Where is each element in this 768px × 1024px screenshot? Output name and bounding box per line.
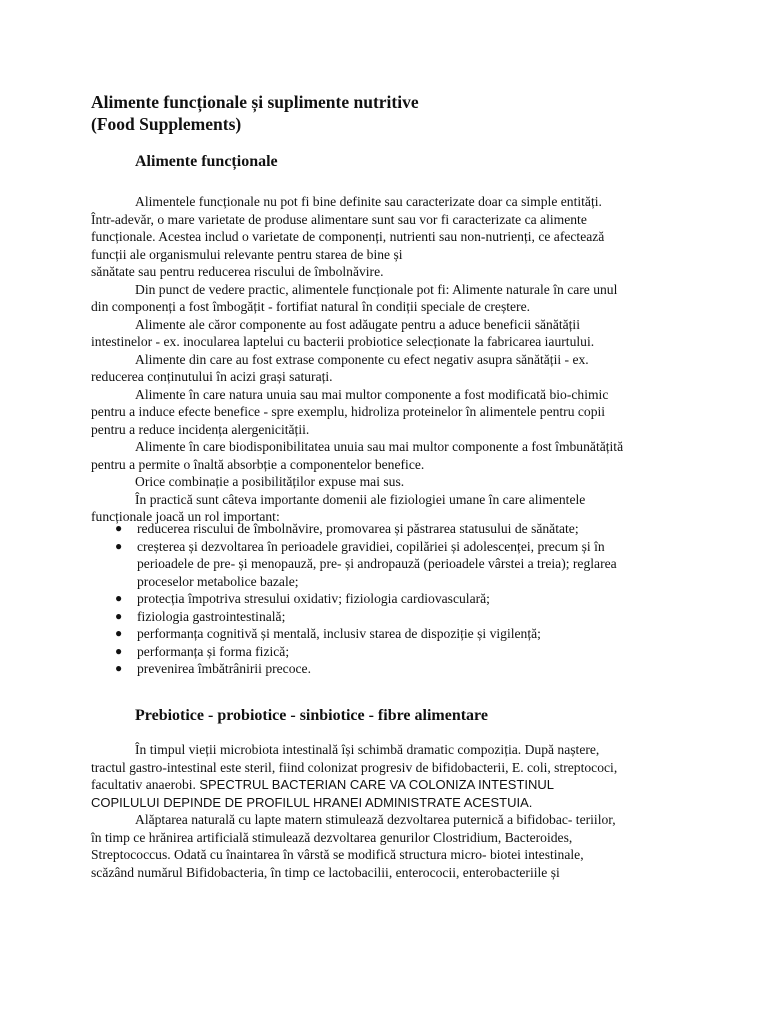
- list-item: ● protecția împotriva stresului oxidativ; fiziologia cardiovasculară;: [115, 591, 490, 606]
- paragraph-line: În practică sunt câteva importante domenii ale fiziologiei umane în care alimentele: [135, 491, 586, 507]
- paragraph-line: Orice combinație a posibilităților expuse mai sus.: [135, 474, 405, 489]
- list-item: ● reducerea riscului de îmbolnăvire, promovarea și păstrarea statusului de sănătate;: [115, 521, 579, 536]
- paragraph-line: Alimentele funcționale nu pot fi bine definite sau caracterizate doar ca simple entități.: [135, 194, 602, 209]
- paragraph-line: Din punct de vedere practic, alimentele funcționale pot fi: Alimente naturale în care unul: [135, 281, 618, 297]
- paragraph-line: Alimente din care au fost extrase componente cu efect negativ asupra sănătății - ex.: [135, 351, 589, 367]
- paragraph-line: în timp ce hrănirea artificială stimulează dezvoltarea genurilor Clostridium, Bacteroides,: [91, 829, 573, 845]
- physiology-domains-list: [91, 520, 617, 678]
- bullet-icon: ●: [115, 521, 123, 535]
- paragraph-line: Alăptarea naturală cu lapte matern stimulează dezvoltarea puternică a bifidobac- teriilor,: [135, 812, 616, 827]
- paragraph-line: COPILULUI DEPINDE DE PROFILUL HRANEI ADMINISTRATE ACESTUIA.: [91, 794, 533, 810]
- section2-body: [91, 741, 691, 881]
- bullet-icon: ●: [115, 661, 123, 675]
- title-line-1: Alimente funcționale și suplimente nutritive: [91, 92, 419, 112]
- paragraph-line: scăzând numărul Bifidobacteria, în timp ce lactobacilii, enterococii, enterobacteriile și: [91, 864, 560, 880]
- paragraph-line: sănătate sau pentru reducerea riscului de îmbolnăvire.: [91, 264, 384, 279]
- paragraph-line: facultativ anaerobi. SPECTRUL BACTERIAN CARE VA COLONIZA INTESTINUL: [91, 777, 555, 792]
- paragraph-line: intestinelor - ex. inocularea laptelui cu bacterii probiotice selecționate la fabricarea iaurtului.: [91, 334, 595, 349]
- document-title: [91, 91, 419, 135]
- paragraph-line: Streptococcus. Odată cu înaintarea în vârstă se modifică structura micro- biotei intestinale,: [91, 847, 584, 862]
- paragraph-line: funcții ale organismului relevante pentru starea de bine și: [91, 246, 403, 262]
- list-item: ● fiziologia gastrointestinală;: [115, 608, 286, 624]
- list-item: ● performanța și forma fizică;: [115, 643, 290, 659]
- title-line-2: (Food Supplements): [91, 114, 242, 134]
- section-heading-prebiotics: Prebiotice - probiotice - sinbiotice - fibre alimentare: [135, 707, 488, 724]
- section1-body: [91, 193, 691, 526]
- list-item: ● prevenirea îmbătrânirii precoce.: [115, 661, 311, 676]
- bullet-icon: ●: [115, 643, 123, 658]
- list-item: ● creșterea și dezvoltarea în perioadele gravidiei, copilăriei și adolescenței, precum și în perioadele de pre- și menopauză, pre- și andropauză (perioadele vârstei a treia); reglarea proceselor metabolice bazale;: [115, 538, 617, 589]
- bullet-icon: ●: [115, 538, 123, 553]
- paragraph-line: Într-adevăr, o mare varietate de produse alimentare sunt sau vor fi caracterizate ca alimente: [91, 211, 587, 227]
- paragraph-line: Alimente în care natura unuia sau mai multor componente a fost modificată bio-chimic: [135, 386, 609, 402]
- paragraph-line: pentru a reduce incidența alergenicității.: [91, 421, 310, 437]
- paragraph-line: funcționale joacă un rol important:: [91, 509, 280, 524]
- paragraph-line: reducerea conținutului în acizi grași saturați.: [91, 369, 333, 384]
- paragraph-line: pentru a permite o înaltă absorbție a componentelor benefice.: [91, 456, 425, 472]
- paragraph-line: tractul gastro-intestinal este steril, fiind colonizat progresiv de bifidobacterii, E. coli, streptococi,: [91, 759, 618, 775]
- paragraph-line: din componenți a fost îmbogățit - fortifiat natural în condiții speciale de creștere.: [91, 299, 531, 314]
- paragraph-line: În timpul vieții microbiota intestinală își schimbă dramatic compoziția. După naștere,: [135, 742, 600, 757]
- bullet-icon: ●: [115, 591, 123, 605]
- paragraph-line: Alimente ale căror componente au fost adăugate pentru a aduce beneficii sănătății: [135, 316, 580, 332]
- list-item: ● performanța cognitivă și mentală, inclusiv starea de dispoziție și vigilență;: [115, 626, 541, 641]
- paragraph-line: funcționale. Acestea includ o varietate de componenți, nutrienti sau non-nutrienți, ce afectează: [91, 229, 605, 244]
- paragraph-line: Alimente în care biodisponibilitatea unuia sau mai multor componente a fost îmbunătățită: [135, 439, 624, 454]
- bullet-icon: ●: [115, 626, 123, 640]
- paragraph-line: pentru a induce efecte benefice - spre exemplu, hidroliza proteinelor în alimentele pentru copii: [91, 404, 606, 419]
- section-heading-functional-foods: Alimente funcționale: [135, 153, 278, 170]
- bullet-icon: ●: [115, 608, 123, 623]
